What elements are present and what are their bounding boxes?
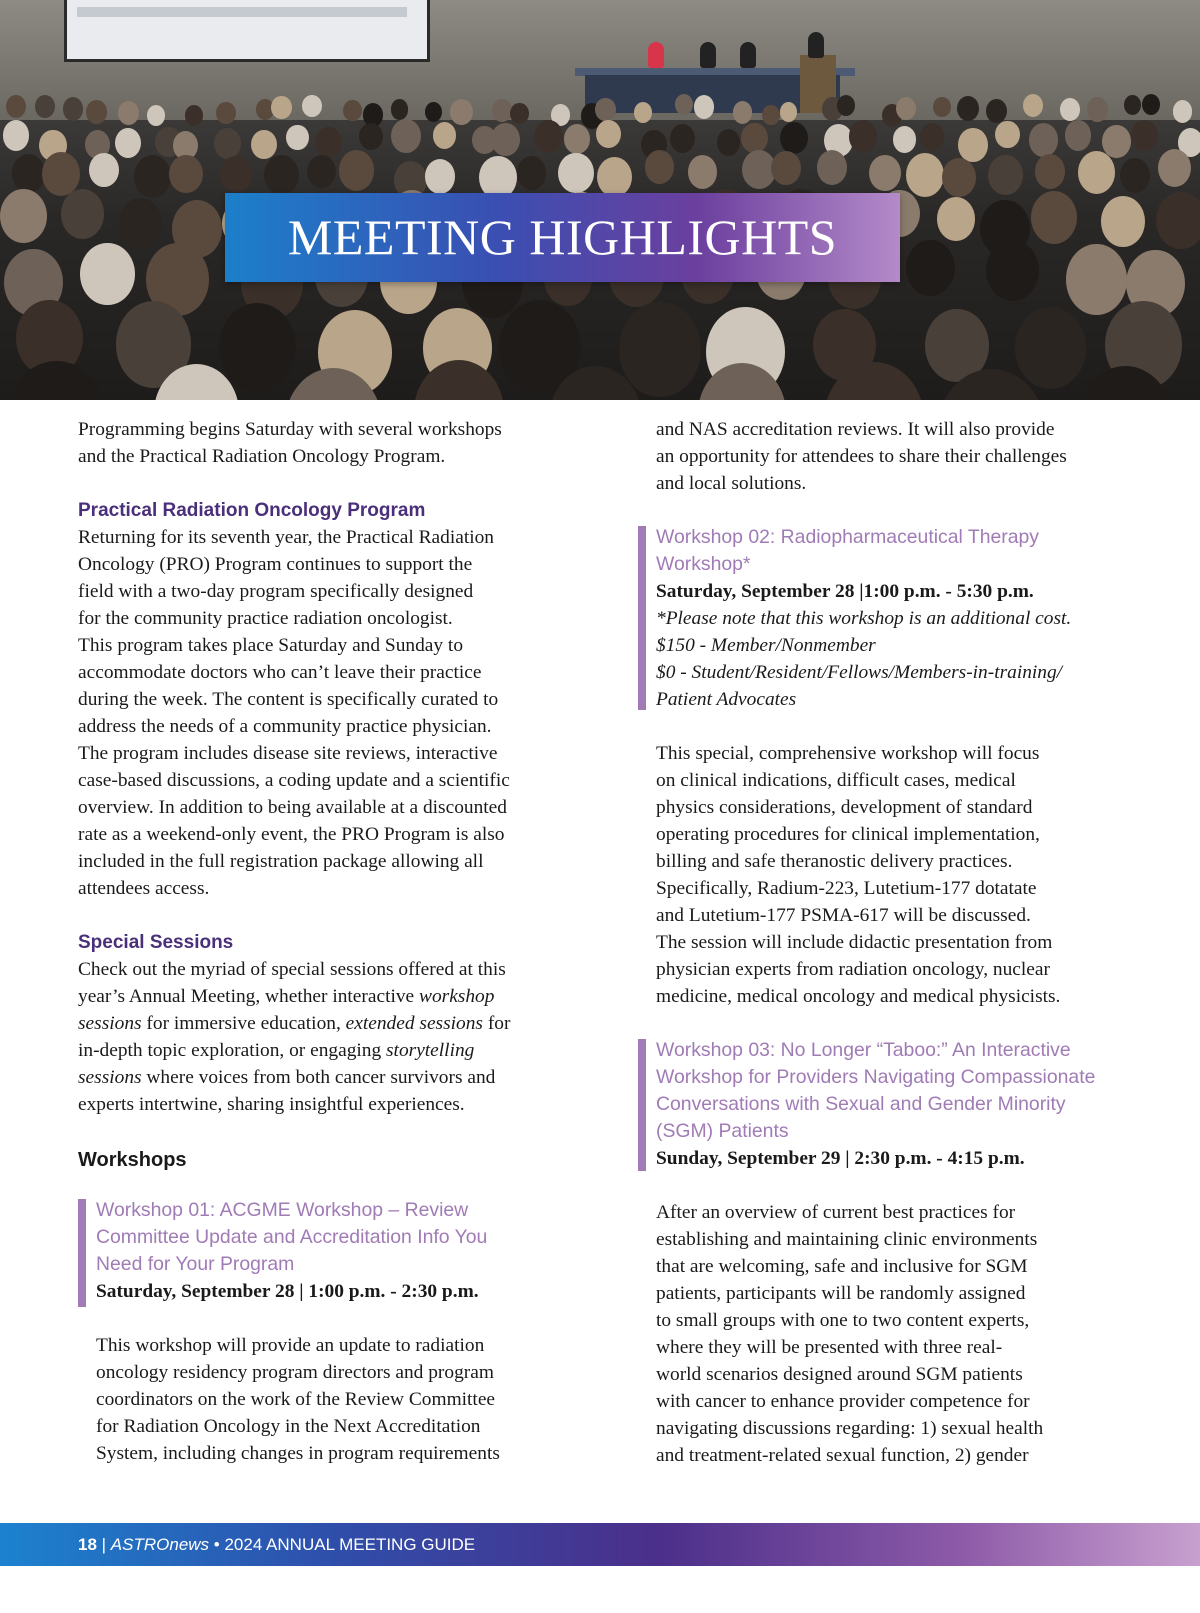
- audience-member: [717, 129, 740, 156]
- workshops-heading: Workshops: [78, 1149, 187, 1171]
- cost-note: $0 - Student/Resident/Fellows/Members-in-training/: [656, 662, 1063, 683]
- workshop-03: [656, 1037, 1136, 1172]
- audience-member: [214, 128, 241, 159]
- audience-member: [619, 302, 701, 397]
- audience-member: [762, 105, 780, 125]
- text-line: world scenarios designed around SGM patients: [656, 1364, 1023, 1385]
- special-sessions-heading: Special Sessions: [78, 932, 234, 953]
- workshop-01-title: Need for Your Program: [96, 1253, 295, 1275]
- text-line: The session will include didactic presentation from: [656, 932, 1053, 953]
- audience-member: [425, 102, 442, 122]
- audience-member: [61, 189, 104, 239]
- audience-member: [1131, 120, 1158, 151]
- audience-member: [264, 155, 299, 195]
- pro-heading: Practical Radiation Oncology Program: [78, 500, 426, 521]
- audience-member: [510, 103, 529, 124]
- audience-member: [1035, 154, 1065, 188]
- banner-title: MEETING HIGHLIGHTS: [287, 209, 838, 265]
- text-line: navigating discussions regarding: 1) sexual health: [656, 1418, 1044, 1439]
- cost-note: *Please note that this workshop is an additional cost.: [656, 608, 1072, 629]
- text-line: and treatment-related sexual function, 2) gender: [656, 1445, 1029, 1466]
- audience-member: [359, 123, 383, 150]
- audience-member: [558, 153, 593, 194]
- audience-member: [0, 189, 47, 243]
- audience-member: [893, 126, 916, 153]
- audience-member: [492, 99, 512, 122]
- cost-note: $150 - Member/Nonmember: [656, 635, 876, 656]
- audience-member: [986, 240, 1039, 301]
- text-line: medicine, medical oncology and medical physicists.: [656, 986, 1061, 1007]
- text-line: Oncology (PRO) Program continues to support the: [78, 554, 473, 575]
- footer-bar: [0, 1523, 1200, 1566]
- workshop-01-date: Saturday, September 28 | 1:00 p.m. - 2:30 p.m.: [96, 1281, 479, 1302]
- text-line: System, including changes in program requirements: [96, 1443, 500, 1464]
- panelist: [740, 42, 756, 68]
- pro-paragraph: [78, 524, 578, 902]
- audience-member: [450, 99, 473, 125]
- text-line: patients, participants will be randomly assigned: [656, 1283, 1026, 1304]
- audience-member: [219, 303, 296, 391]
- audience-member: [1015, 307, 1086, 389]
- workshop-03-title: Workshop 03: No Longer “Taboo:” An Interactive: [656, 1039, 1071, 1061]
- text-line: After an overview of current best practices for: [656, 1202, 1016, 1223]
- audience-member: [995, 121, 1019, 149]
- text-line: accommodate doctors who can’t leave their practice: [78, 662, 482, 683]
- audience-member: [988, 155, 1023, 195]
- audience-member: [906, 153, 944, 197]
- audience-member: [118, 101, 139, 125]
- audience-member: [1023, 94, 1043, 117]
- audience-member: [534, 120, 563, 153]
- audience-member: [343, 100, 361, 121]
- workshop-02: [656, 524, 1136, 713]
- text-line: Check out the myriad of special sessions offered at this: [78, 959, 506, 980]
- hero-photo: [0, 0, 1200, 400]
- audience-member: [115, 128, 141, 158]
- text-line: included in the full registration package allowing all: [78, 851, 484, 872]
- audience-member: [1156, 192, 1200, 250]
- text-line: This special, comprehensive workshop will focus: [656, 743, 1040, 764]
- audience-member: [733, 101, 753, 124]
- screen-content: [77, 7, 407, 17]
- workshop-01-title: Committee Update and Accreditation Info You: [96, 1226, 488, 1248]
- audience-member: [942, 158, 976, 197]
- audience-member: [1101, 196, 1145, 247]
- audience-member: [1120, 158, 1150, 192]
- workshop-03-date: Sunday, September 29 | 2:30 p.m. - 4:15 p.m.: [656, 1148, 1025, 1169]
- audience-member: [315, 127, 342, 158]
- audience-member: [1078, 151, 1115, 193]
- audience-member: [645, 150, 674, 183]
- workshop-02-title: Workshop*: [656, 553, 751, 575]
- audience-member: [837, 95, 855, 116]
- audience-member: [595, 98, 615, 121]
- workshop-accent-bar: [78, 1199, 86, 1307]
- text-line: case-based discussions, a coding update and a scientific: [78, 770, 510, 791]
- audience-member: [869, 155, 901, 192]
- audience-member: [86, 100, 107, 124]
- audience-member: [391, 99, 409, 119]
- text-line: experts intertwine, sharing insightful experiences.: [78, 1094, 465, 1115]
- text-line: and Lutetium-177 PSMA-617 will be discussed.: [656, 905, 1031, 926]
- text-line: This program takes place Saturday and Sunday to: [78, 635, 464, 656]
- text-line: to small groups with one to two content experts,: [656, 1310, 1030, 1331]
- text-line: year’s Annual Meeting, whether interactive workshop: [78, 986, 495, 1007]
- workshop-03-title: Workshop for Providers Navigating Compassionate: [656, 1066, 1096, 1088]
- footer-bullet: •: [209, 1535, 225, 1554]
- audience-member: [596, 120, 621, 148]
- text-line: and NAS accreditation reviews. It will also provide: [656, 419, 1055, 440]
- workshop-accent-bar: [638, 1039, 646, 1171]
- text-line: for the community practice radiation oncologist.: [78, 608, 453, 629]
- text-line: Returning for its seventh year, the Practical Radiation: [78, 527, 494, 548]
- audience-member: [169, 155, 203, 194]
- audience-member: [957, 96, 979, 121]
- text-line: sessions for immersive education, extended sessions for: [78, 1013, 511, 1034]
- text-line: an opportunity for attendees to share their challenges: [656, 446, 1067, 467]
- panelist: [648, 42, 664, 68]
- footer-text: [78, 1523, 475, 1566]
- audience-member: [1065, 120, 1091, 150]
- audience-member: [906, 240, 955, 296]
- audience-member: [741, 123, 767, 153]
- audience-member: [780, 102, 797, 122]
- audience-member: [147, 105, 165, 126]
- audience-member: [491, 123, 520, 156]
- text-line: that are welcoming, safe and inclusive for SGM: [656, 1256, 1028, 1277]
- guide-title: 2024 ANNUAL MEETING GUIDE: [224, 1535, 476, 1554]
- intro-line: Programming begins Saturday with several workshops: [78, 419, 502, 440]
- audience-member: [564, 124, 590, 154]
- text-line: The program includes disease site reviews, interactive: [78, 743, 498, 764]
- audience-member: [12, 154, 45, 193]
- audience-member: [391, 119, 421, 153]
- audience-member: [89, 153, 118, 187]
- audience-member: [80, 243, 134, 305]
- audience-member: [933, 97, 950, 117]
- audience-member: [42, 152, 80, 196]
- text-line: address the needs of a community practice physician.: [78, 716, 492, 737]
- audience-member: [517, 156, 546, 189]
- audience-member: [3, 120, 29, 150]
- audience-member: [433, 122, 457, 149]
- audience-member: [35, 95, 55, 118]
- audience-member: [688, 155, 717, 189]
- text-line: physician experts from radiation oncology, nuclear: [656, 959, 1050, 980]
- audience-member: [817, 150, 847, 185]
- text-line: attendees access.: [78, 878, 210, 899]
- projection-screen: [64, 0, 430, 62]
- workshop-03-title: (SGM) Patients: [656, 1120, 789, 1142]
- audience-member: [302, 95, 321, 117]
- audience-member: [271, 96, 291, 119]
- panelist: [700, 42, 716, 68]
- speaker-at-podium: [808, 32, 824, 58]
- text-line: for Radiation Oncology in the Next Accreditation: [96, 1416, 481, 1437]
- text-line: sessions where voices from both cancer survivors and: [78, 1067, 496, 1088]
- audience-member: [1102, 125, 1131, 158]
- audience-member: [119, 198, 162, 248]
- text-line: in-depth topic exploration, or engaging storytelling: [78, 1040, 475, 1061]
- footer-separator: |: [96, 1535, 111, 1554]
- text-line: oncology residency program directors and program: [96, 1362, 494, 1383]
- audience-member: [251, 130, 277, 160]
- audience-member: [216, 102, 236, 124]
- audience-member: [634, 102, 652, 123]
- cost-note: Patient Advocates: [656, 689, 797, 710]
- text-line: with cancer to enhance provider competence for: [656, 1391, 1030, 1412]
- text-line: physics considerations, development of standard: [656, 797, 1033, 818]
- text-line: billing and safe theranostic delivery practices.: [656, 851, 1013, 872]
- audience-member: [339, 150, 374, 191]
- audience-member: [6, 361, 107, 400]
- audience-member: [937, 197, 975, 240]
- publication-name: ASTROnews: [110, 1535, 210, 1554]
- audience-member: [1031, 191, 1078, 245]
- text-line: rate as a weekend-only event, the PRO Program is also: [78, 824, 505, 845]
- workshop-02-title: Workshop 02: Radiopharmaceutical Therapy: [656, 526, 1039, 548]
- section-banner: [225, 193, 900, 282]
- text-line: operating procedures for clinical implementation,: [656, 824, 1040, 845]
- text-line: coordinators on the work of the Review Committee: [96, 1389, 496, 1410]
- workshop-02-description: [656, 740, 1136, 1010]
- text-line: This workshop will provide an update to radiation: [96, 1335, 485, 1356]
- text-line: Specifically, Radium-223, Lutetium-177 dotatate: [656, 878, 1037, 899]
- text-line: establishing and maintaining clinic environments: [656, 1229, 1038, 1250]
- audience-member: [694, 95, 715, 119]
- audience-member: [1087, 97, 1108, 121]
- audience-member: [670, 124, 695, 153]
- text-line: overview. In addition to being available at a discounted: [78, 797, 507, 818]
- workshop-accent-bar: [638, 526, 646, 710]
- workshop-03-description: [656, 1199, 1136, 1469]
- workshop-01-title: Workshop 01: ACGME Workshop – Review: [96, 1199, 469, 1221]
- text-line: where they will be presented with three real-: [656, 1337, 1003, 1358]
- audience-member: [1066, 244, 1128, 315]
- audience-member: [286, 125, 309, 151]
- text-line: and local solutions.: [656, 473, 807, 494]
- text-line: field with a two-day program specifically designed: [78, 581, 474, 602]
- special-sessions-paragraph: [78, 956, 578, 1118]
- left-column: [78, 416, 578, 1467]
- audience-member: [307, 155, 336, 188]
- intro-line: and the Practical Radiation Oncology Program.: [78, 446, 446, 467]
- audience-member: [771, 151, 801, 185]
- audience-member: [986, 99, 1007, 123]
- audience-member: [185, 105, 203, 125]
- audience-member: [134, 155, 171, 198]
- audience-member: [849, 120, 877, 153]
- audience-member: [1158, 149, 1191, 187]
- audience-member: [780, 122, 808, 154]
- audience-member: [425, 159, 456, 194]
- audience-member: [920, 123, 944, 151]
- workshop-03-title: Conversations with Sexual and Gender Minority: [656, 1093, 1066, 1115]
- audience-member: [597, 157, 632, 197]
- text-line: during the week. The content is specifically curated to: [78, 689, 499, 710]
- audience-member: [1060, 98, 1080, 121]
- right-column: [656, 416, 1136, 1469]
- audience-member: [958, 128, 987, 162]
- page-number: 18: [78, 1535, 97, 1554]
- workshop-02-date: Saturday, September 28 |1:00 p.m. - 5:30 p.m.: [656, 581, 1034, 602]
- text-line: on clinical indications, difficult cases, medical: [656, 770, 1016, 791]
- audience-member: [1029, 123, 1059, 157]
- audience-member: [220, 156, 251, 192]
- workshop-01: [78, 1197, 578, 1467]
